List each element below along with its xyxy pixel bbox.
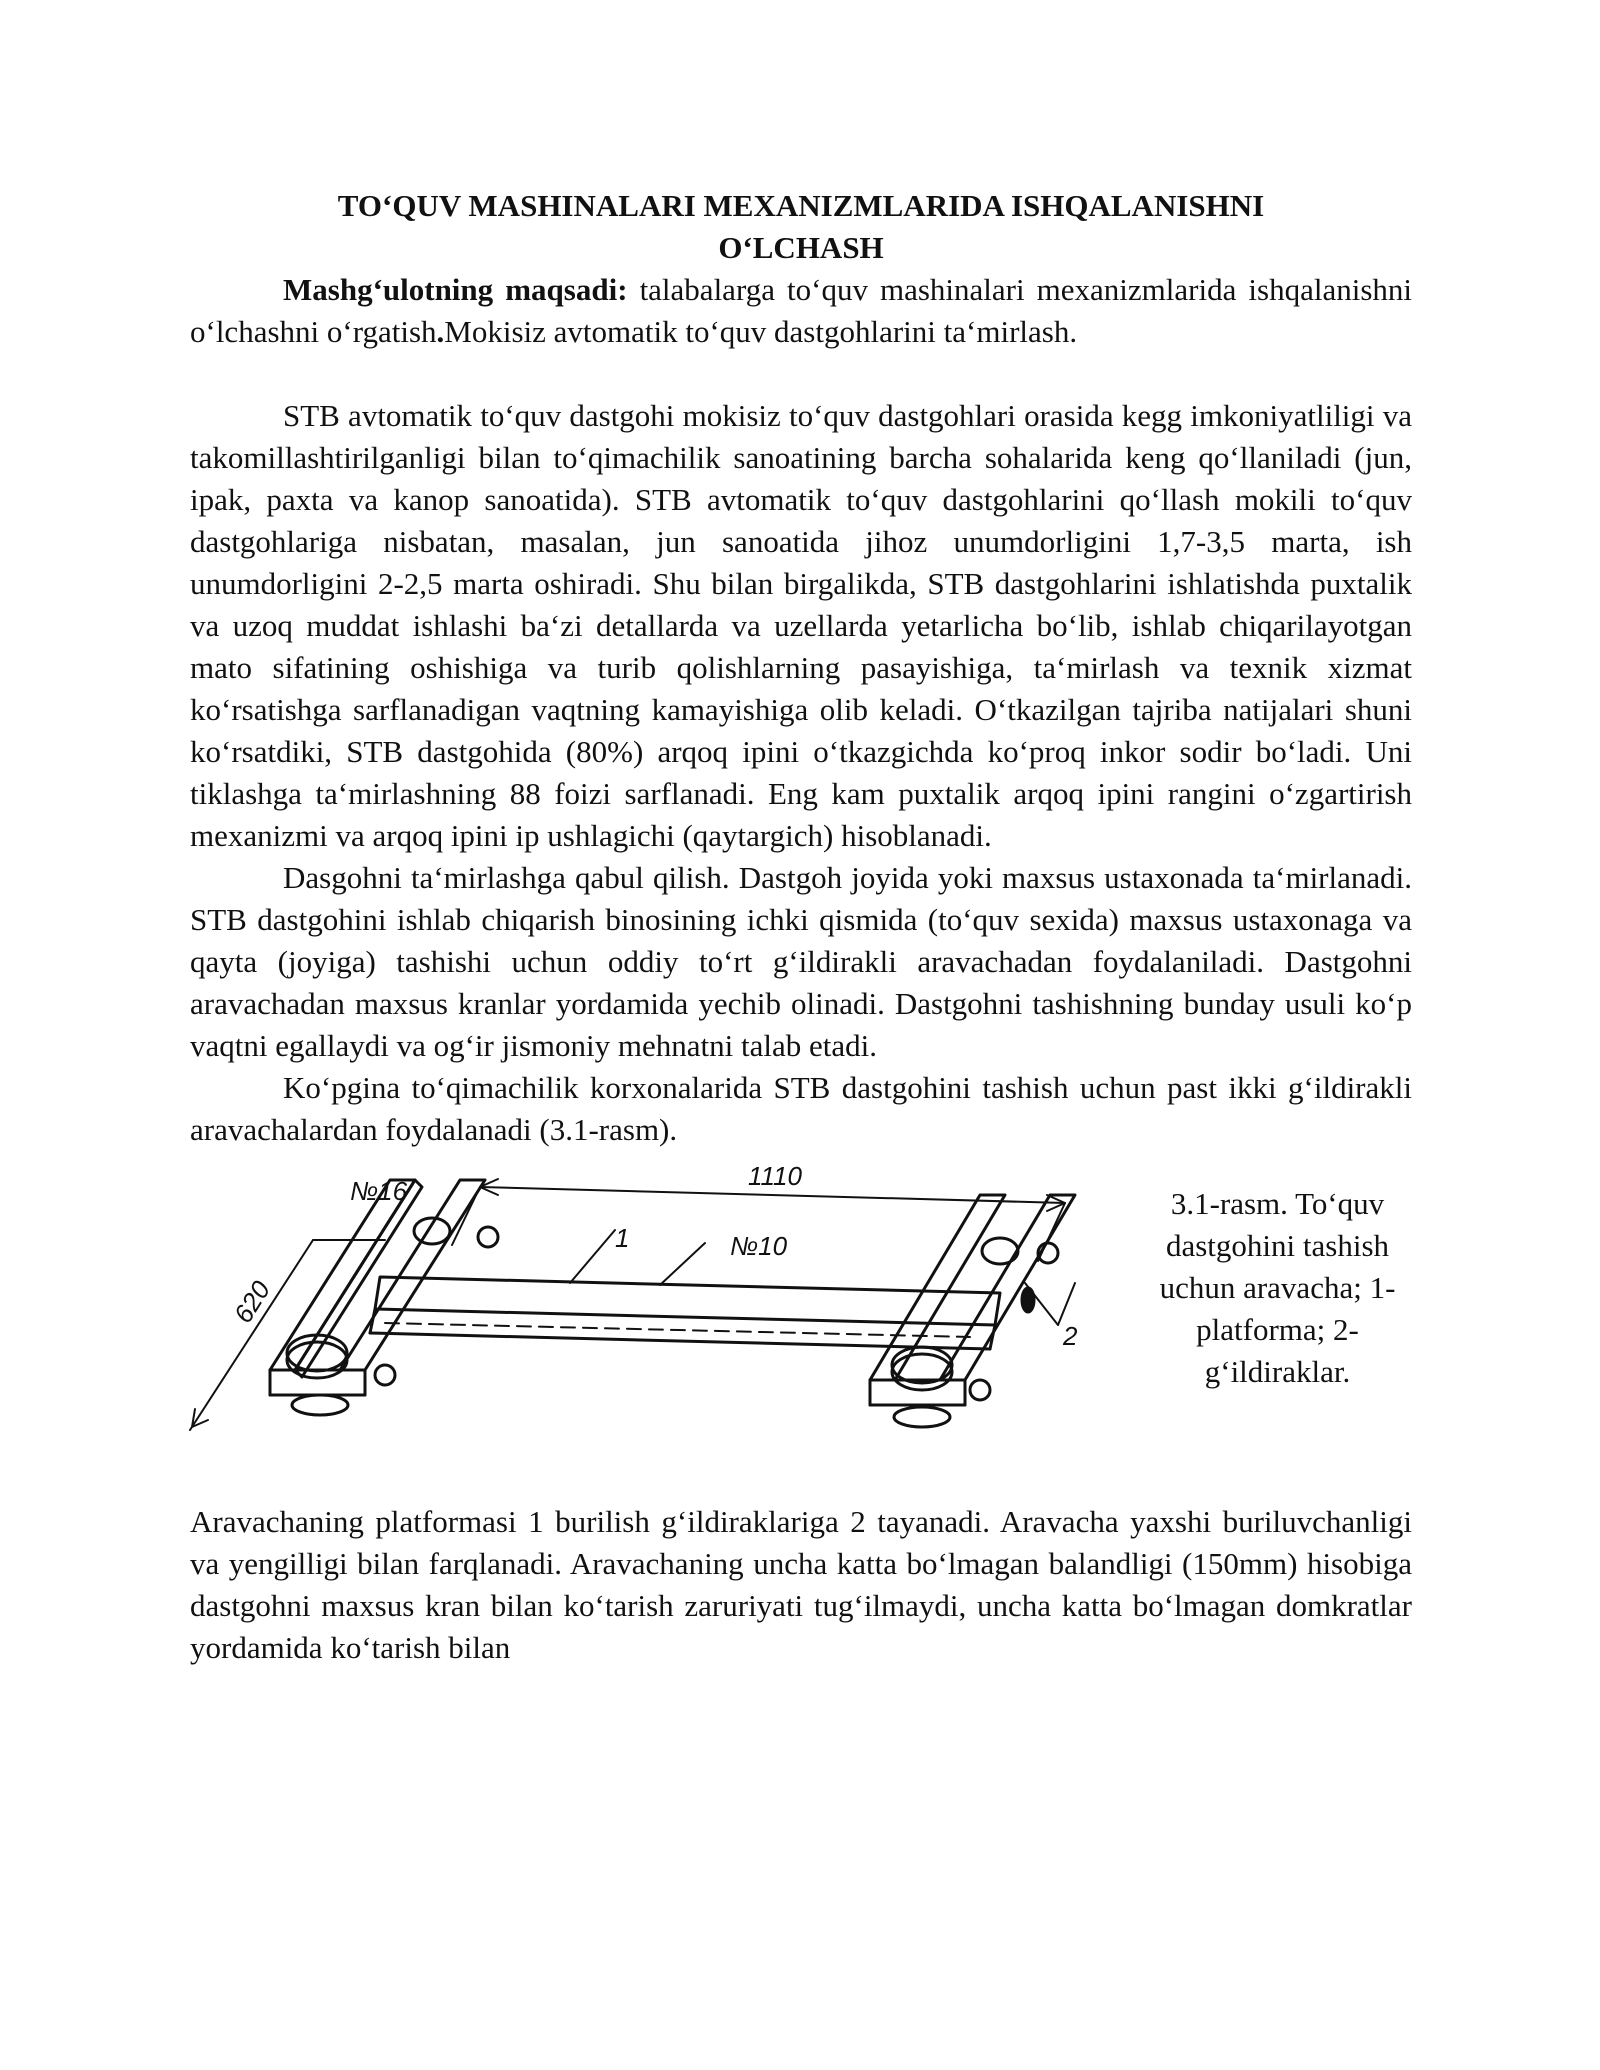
body-paragraph-4: Aravachaning platformasi 1 burilish g‘ildiraklariga 2 tayanadi. Aravacha yaxshi buriluvchanligi va yengilligi bilan farqlanadi. Aravachaning uncha katta bo‘lmagan balandligi (150mm) hisobiga dastgohni maxsus kran bilan ko‘tarish zaruriyati tug‘ilmaydi, uncha katta bo‘lmagan domkratlar yordamida ko‘tarish bilan bbox=[190, 1504, 1412, 1665]
goal-text-b: Mokisiz avtomatik to‘quv dastgohlarini ta‘mirlash. bbox=[444, 314, 1078, 349]
figure-caption: 3.1-rasm. To‘quv dastgohini tashish uchun aravacha; 1-platforma; 2-g‘ildiraklar. bbox=[1159, 1186, 1396, 1389]
document-title bbox=[190, 185, 1412, 269]
body-paragraph-3: Ko‘pgina to‘qimachilik korxonalarida STB dastgohini tashish uchun past ikki g‘ildirakli aravachalardan foydalanadi (3.1-rasm). bbox=[190, 1070, 1412, 1147]
document-page bbox=[190, 185, 1412, 1669]
label-wheels-2: 2 bbox=[1063, 1321, 1078, 1351]
label-num10: №10 bbox=[730, 1231, 788, 1261]
body-paragraph-1: STB avtomatik to‘quv dastgohi mokisiz to‘quv dastgohlari orasida kegg imkoniyatliligi va takomillashtirilganligi bilan to‘qimachilik sanoatining barcha sohalarida keng qo‘llaniladi (jun, ipak, paxta va kanop sanoatida). STB avtomatik to‘quv dastgohlarini qo‘llash mokili to‘quv dastgohlariga nisbatan, masalan, jun sanoatida jihoz unumdorligini 1,7-3,5 marta, ish unumdorligini 2-2,5 marta oshiradi. Shu bilan birgalikda, STB dastgohlarini ishlatishda puxtalik va uzoq muddat ishlashi ba‘zi detallarda va uzellarda yetarlicha bo‘lib, ishlab chiqarilayotgan mato sifatining oshishiga va turib qolishlarning pasayishiga, ta‘mirlash va texnik xizmat ko‘rsatishga sarflanadigan vaqtning kamayishiga olib keladi. O‘tkazilgan tajriba natijalari shuni ko‘rsatdiki, STB dastgohida (80%) arqoq ipini o‘tkazgichda ko‘proq inkor sodir bo‘ladi. Uni tiklashga ta‘mirlashning 88 foizi sarflanadi. Eng kam puxtalik arqoq ipini rangini o‘zgartirish mexanizmi va arqoq ipini ip ushlagichi (qaytargich) hisoblanadi. bbox=[190, 398, 1412, 853]
label-platform-1: 1 bbox=[615, 1223, 630, 1253]
figure-block bbox=[190, 1165, 1412, 1501]
cart-drawing bbox=[170, 1165, 1120, 1455]
label-dim-620: 620 bbox=[227, 1275, 277, 1329]
label-dim-1110: 1110 bbox=[748, 1165, 802, 1191]
goal-bold-dot: . bbox=[436, 314, 445, 349]
goal-label: Mashg‘ulotning maqsadi: bbox=[283, 272, 628, 307]
goal-paragraph bbox=[190, 269, 1412, 353]
label-num16: №16 bbox=[350, 1176, 408, 1206]
title-line-1: TO‘QUV MASHINALARI MEXANIZMLARIDA ISHQALANISHNI bbox=[337, 188, 1265, 223]
title-line-2: O‘LCHASH bbox=[718, 230, 884, 265]
goal-text-a: talabalarga to‘quv mashinalari mexanizmlarida ishqalanishni o‘lchashni o‘rgatish bbox=[190, 272, 1412, 349]
paragraph-gap bbox=[190, 353, 1412, 395]
body-paragraph-2: Dasgohni ta‘mirlashga qabul qilish. Dastgoh joyida yoki maxsus ustaxonada ta‘mirlanadi. STB dastgohini ishlab chiqarish binosining ichki qismida (to‘quv sexida) maxsus ustaxonaga va qayta (joyiga) tashishi uchun oddiy to‘rt g‘ildirakli aravachadan foydalaniladi. Dastgohni aravachadan maxsus kranlar yordamida yechib olinadi. Dastgohni tashishning bunday usuli ko‘p vaqtni egallaydi va og‘ir jismoniy mehnatni talab etadi. bbox=[190, 860, 1412, 1063]
